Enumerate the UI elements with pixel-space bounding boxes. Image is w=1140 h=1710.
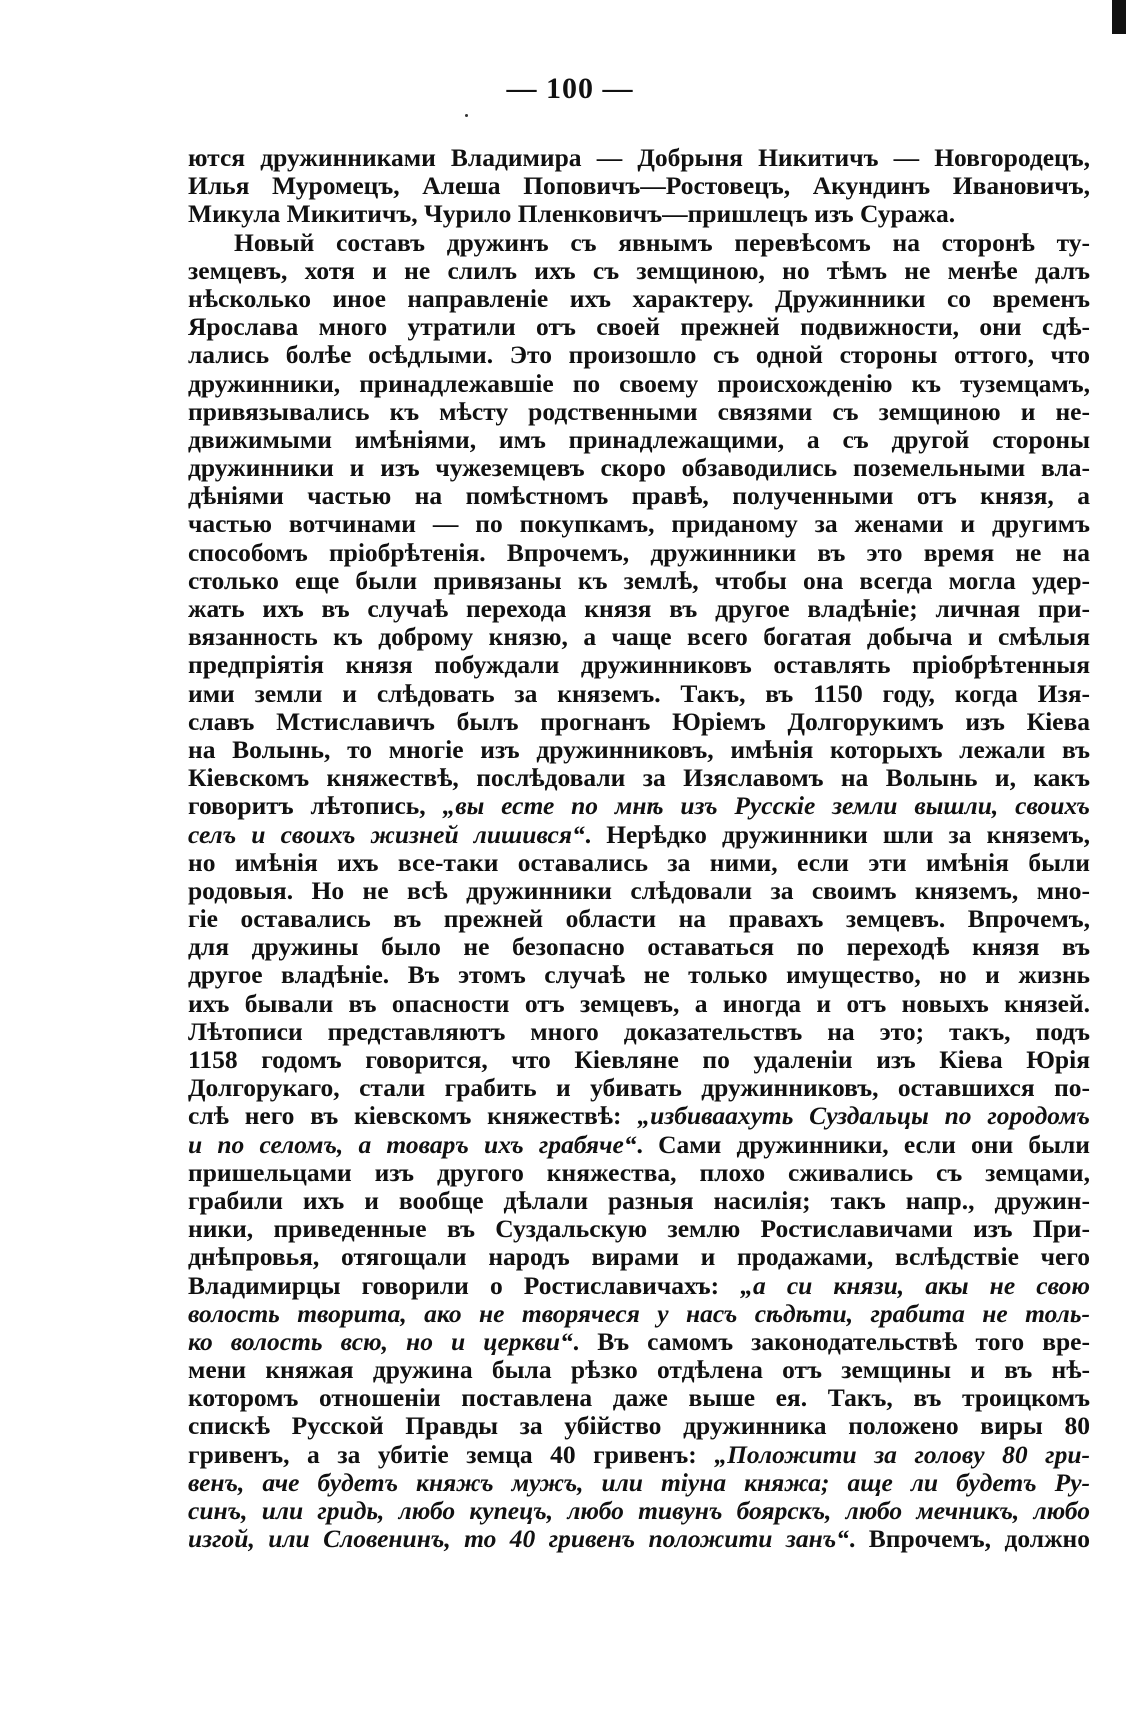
quotation-text: волость творита, ако не творячеся у насъ сѣдѣти, грабита не толь- — [188, 1298, 1090, 1328]
text-line — [188, 821, 1090, 849]
text-line — [188, 1356, 1090, 1384]
text-line — [188, 1412, 1090, 1440]
text-line — [188, 651, 1090, 679]
line-text: для дружины было не безопасно оставаться по переходѣ князя въ — [188, 932, 1090, 962]
line-text: Долгорукаго, стали грабить и убивать дружинниковъ, оставшихся по- — [188, 1073, 1090, 1103]
text-line — [188, 933, 1090, 961]
text-line — [188, 961, 1090, 989]
line-text: Ярослава много утратили отъ своей прежней подвижности, они сдѣ- — [188, 312, 1090, 342]
page-number: — 100 — — [506, 72, 634, 105]
quotation-text: изгой, или Словенинъ, то 40 гривенъ положити занъ“ — [188, 1524, 849, 1554]
line-text: вязанность къ доброму князю, а чаще всего богатая добыча и смѣлыя — [188, 622, 1090, 652]
text-line — [188, 1102, 1090, 1130]
line-text: Илья Муромецъ, Алеша Поповичъ—Ростовецъ, Акундинъ Ивановичъ, — [188, 171, 1090, 201]
line-text: на Волынь, то многіе изъ дружинниковъ, имѣнія которыхъ лежали въ — [188, 734, 1090, 764]
line-text: земцевъ, хотя и не слилъ ихъ съ земщиною, но тѣмъ не менѣе далъ — [188, 255, 1090, 285]
text-line — [188, 1074, 1090, 1102]
text-line — [188, 1497, 1090, 1525]
body-text — [188, 144, 1090, 1553]
line-text: способомъ пріобрѣтенія. Впрочемъ, дружинники въ это время не на — [188, 537, 1090, 567]
line-text: Микула Микитичъ, Чурило Пленковичъ—пришлецъ изъ Суража. — [188, 199, 956, 229]
text-line — [188, 1215, 1090, 1243]
line-text: движимыми имѣніями, имъ принадлежащими, а съ другой стороны — [188, 424, 1090, 454]
text-line — [188, 539, 1090, 567]
line-text: дѣніями частью на помѣстномъ правѣ, полученными отъ князя, а — [188, 481, 1090, 511]
text-line — [188, 313, 1090, 341]
text-line — [188, 1243, 1090, 1271]
line-text: Владимирцы говорили о Ростиславичахъ: — [188, 1270, 741, 1300]
line-text: спискѣ Русской Правды за убійство дружинника положено виры 80 — [188, 1411, 1090, 1441]
line-text: пришельцами изъ другого княжества, плохо сживались съ земцами, — [188, 1157, 1090, 1187]
quotation-text: „избиваахуть Суздальцы по городомъ — [637, 1101, 1090, 1131]
line-text: гіе оставались въ прежней области на правахъ земцевъ. Впрочемъ, — [188, 904, 1090, 934]
line-text: . Впрочемъ, должно — [848, 1524, 1090, 1554]
line-text: но имѣнія ихъ все-таки оставались за ними, если эти имѣнія были — [188, 847, 1090, 877]
line-text: . Нерѣдко дружинники шли за княземъ, — [584, 819, 1091, 849]
quotation-text: венъ, аче будетъ княжъ мужъ, или тіуна княжа; аще ли будетъ Ру- — [188, 1467, 1090, 1497]
text-line — [188, 877, 1090, 905]
quotation-text: „вы есте по мнѣ изъ Русскіе земли вышли, своихъ — [442, 791, 1090, 821]
text-line — [188, 1469, 1090, 1497]
line-text: ими земли и слѣдовать за княземъ. Такъ, въ 1150 году, когда Изя- — [188, 678, 1090, 708]
quotation-text: селъ и своихъ жизней лишився“ — [188, 819, 585, 849]
line-text: Лѣтописи представляютъ много доказательствъ на это; такъ, подъ — [188, 1016, 1090, 1046]
text-line — [188, 1131, 1090, 1159]
text-line — [188, 792, 1090, 820]
line-text: грабили ихъ и вообще дѣлали разныя насилія; такъ напр., дружин- — [188, 1185, 1090, 1215]
line-text: родовыя. Но не всѣ дружинники слѣдовали за своимъ княземъ, мно- — [188, 875, 1090, 905]
page-edge-bar — [1112, 0, 1126, 34]
text-line — [188, 341, 1090, 369]
line-text: гривенъ, а за убитіе земца 40 гривенъ: — [188, 1439, 715, 1469]
text-line — [188, 1159, 1090, 1187]
line-text: привязывались къ мѣсту родственными связями съ земщиною и не- — [188, 396, 1090, 426]
line-text: нѣсколько иное направленіе ихъ характеру. Дружинники со временъ — [188, 283, 1090, 313]
line-text: ники, приведенные въ Суздальскую землю Ростиславичами изъ При- — [188, 1214, 1090, 1244]
line-text: 1158 годомъ говорится, что Кіевляне по удаленіи изъ Кіева Юрія — [188, 1045, 1090, 1074]
line-text: ихъ бывали въ опасности отъ земцевъ, а иногда и отъ новыхъ князей. — [188, 988, 1090, 1018]
text-line — [188, 567, 1090, 595]
line-text: лались болѣе осѣдлыми. Это произошло съ одной стороны оттого, что — [188, 340, 1090, 370]
text-line — [188, 1525, 1090, 1553]
text-line — [188, 370, 1090, 398]
line-text: говоритъ лѣтопись, — [188, 791, 443, 821]
line-text: ются дружинниками Владимира — Добрыня Никитичъ — Новгородецъ, — [188, 143, 1090, 172]
line-text: предпріятія князя побуждали дружинниковъ оставлять пріобрѣтенныя — [188, 650, 1090, 680]
text-line — [188, 905, 1090, 933]
text-line — [188, 764, 1090, 792]
text-line — [188, 398, 1090, 426]
text-line — [188, 229, 1090, 257]
text-line — [188, 144, 1090, 172]
text-line — [188, 680, 1090, 708]
text-line — [188, 736, 1090, 764]
text-line — [188, 990, 1090, 1018]
line-text: слѣ него въ кіевскомъ княжествѣ: — [188, 1101, 638, 1131]
line-text: Новый составъ дружинъ съ явнымъ перевѣсомъ на сторонѣ ту- — [234, 227, 1090, 257]
line-text: жать ихъ въ случаѣ перехода князя въ другое владѣніе; личная при- — [188, 594, 1090, 623]
text-line — [188, 1384, 1090, 1412]
text-line — [188, 510, 1090, 538]
quotation-text: синъ, или гридь, любо купецъ, любо тивунъ боярскъ, любо мечникъ, любо — [188, 1496, 1090, 1525]
line-text: Кіевскомъ княжествѣ, послѣдовали за Изяславомъ на Волынь и, какъ — [188, 763, 1090, 793]
line-text: . Сами дружинники, если они были — [636, 1129, 1090, 1159]
line-text: столько еще были привязаны къ землѣ, чтобы она всегда могла удер- — [188, 565, 1090, 595]
quotation-text: и по селомъ, а товаръ ихъ грабяче“ — [188, 1129, 637, 1159]
quotation-text: „Положити за голову 80 гри- — [714, 1439, 1090, 1469]
text-line — [188, 1272, 1090, 1300]
text-line — [188, 849, 1090, 877]
line-text: дружинники и изъ чужеземцевъ скоро обзаводились поземельными вла- — [188, 453, 1090, 483]
text-line — [188, 1328, 1090, 1356]
line-text: которомъ отношеніи поставлена даже выше ея. Такъ, въ троицкомъ — [188, 1383, 1090, 1413]
line-text: . Въ самомъ законодательствѣ того вре- — [572, 1326, 1090, 1356]
line-text: днѣпровья, отягощали народъ вирами и продажами, вслѣдствіе чего — [188, 1242, 1090, 1272]
text-line — [188, 1187, 1090, 1215]
text-line — [188, 454, 1090, 482]
text-line — [188, 200, 1090, 228]
speck — [465, 114, 468, 117]
line-text: частью вотчинами — по покупкамъ, приданому за женами и другимъ — [188, 509, 1090, 539]
text-line — [188, 172, 1090, 200]
line-text: славъ Мстиславичъ былъ прогнанъ Юріемъ Долгорукимъ изъ Кіева — [188, 706, 1090, 736]
text-line — [188, 708, 1090, 736]
text-line — [188, 623, 1090, 651]
text-line — [188, 426, 1090, 454]
line-text: дружинники, принадлежавшіе по своему происхожденію къ туземцамъ, — [188, 368, 1090, 398]
text-line — [188, 595, 1090, 623]
text-line — [188, 285, 1090, 313]
text-line — [188, 257, 1090, 285]
text-line — [188, 1018, 1090, 1046]
quotation-text: „а си князи, акы не свою — [740, 1270, 1090, 1300]
text-line — [188, 1046, 1090, 1074]
text-line — [188, 1441, 1090, 1469]
line-text: другое владѣніе. Въ этомъ случаѣ не только имущество, но и жизнь — [188, 960, 1090, 990]
line-text: мени княжая дружина была рѣзко отдѣлена отъ земщины и въ нѣ- — [188, 1355, 1090, 1385]
text-line — [188, 1300, 1090, 1328]
text-line — [188, 482, 1090, 510]
quotation-text: ко волость всю, но и церкви“ — [188, 1326, 573, 1356]
